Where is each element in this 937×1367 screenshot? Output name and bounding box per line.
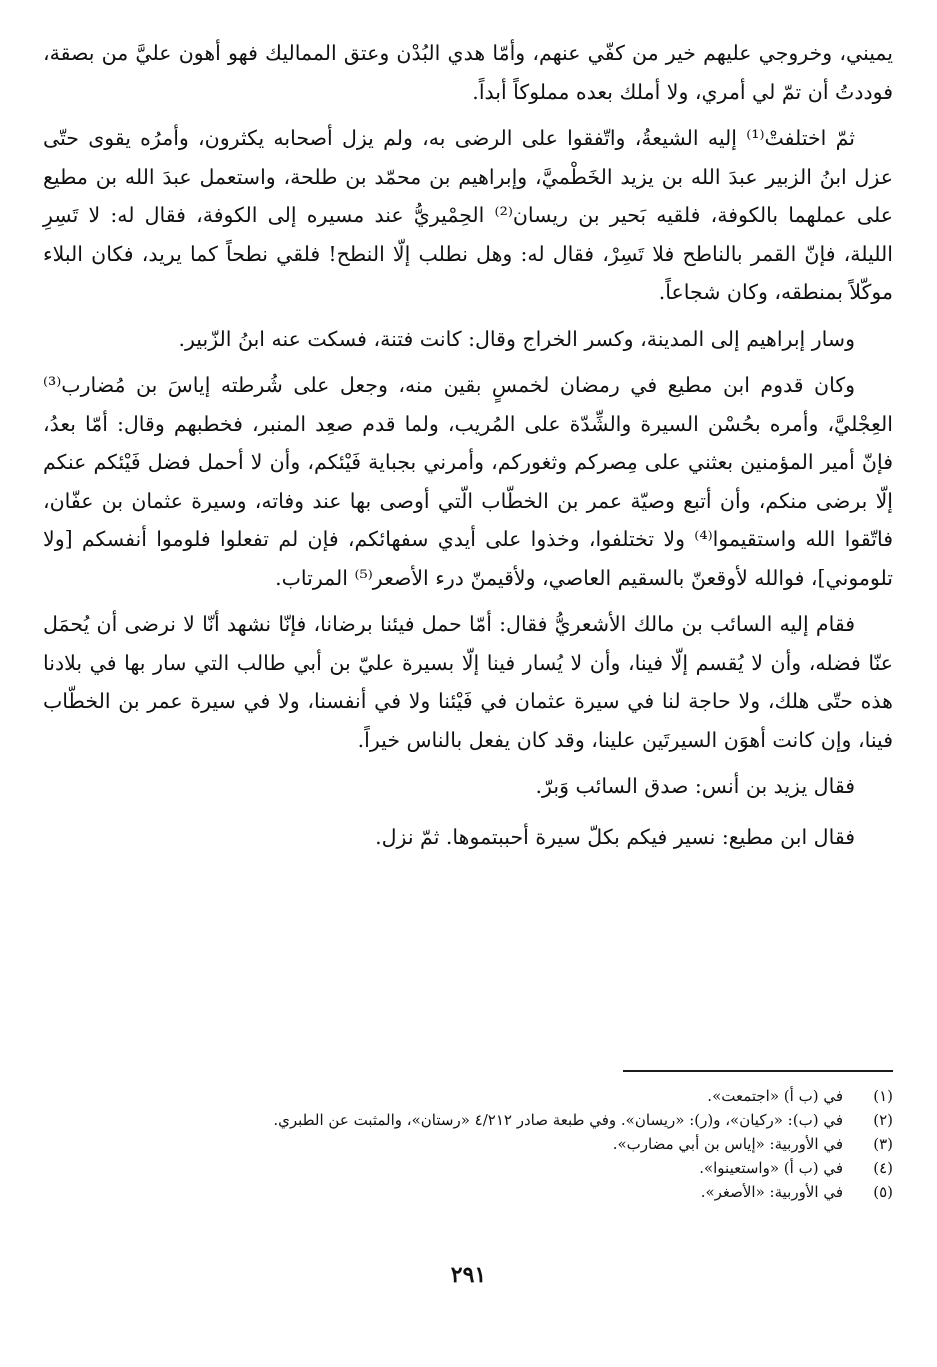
footnote-2 (33, 1108, 893, 1132)
footnote-3 (33, 1132, 893, 1156)
page-number: ٢٩١ (450, 1262, 487, 1288)
footnote-5 (33, 1180, 893, 1204)
footnote-text: في (ب): «ركيان»، و(ر): «ريسان». وفي طبعة صادر ٤/٢١٢ «رستان»، والمثبت عن الطبري. (273, 1111, 843, 1129)
paragraph-5: فقام إليه السائب بن مالك الأشعريُّ فقال: أمّا حمل فيئنا برضانا، فإنّا نشهد أنّا لا نرضى أن يُحمَل عنّا فضله، وأن لا يُقسم إلّا فينا، وأن لا يُسار فينا إلّا بسيرة عليّ بن أبي طالب التي سار بها في بلادنا هذه حتّى هلك، ولا حاجة لنا في سيرة عثمان في فَيْئنا ولا في أنفسنا، ولا في سيرة عمر بن الخطّاب فينا، وإن كانت أهوَن السيرتَين علينا، وقد كان يفعل بالناس خيراً. (43, 612, 893, 752)
footnote-text: في (ب أ) «واستعينوا». (699, 1159, 843, 1177)
footnote-number: (٣) (873, 1135, 893, 1153)
paragraph-4: وكان قدوم ابن مطيع في رمضان لخمسٍ بقين منه، وجعل على شُرطته إياسَ بن مُضارب⁽³⁾ العِجْليَّ، وأمره بحُسْن السيرة والشِّدّة على المُريب، ولما قدم صعِد المنبر، فخطبهم وقال: أمّا بعدُ، فإنّ أمير المؤمنين بعثني على مِصركم وثغوركم، وأمرني بجباية فَيْئكم، وأن لا أحمل فضل فَيْئكم عنكم إلّا برضى منكم، وأن أتبع وصيّة عمر بن الخطّاب الّتي أوصى بها عند وفاته، وسيرة عثمان بن عفّان، فاتّقوا الله واستقيموا⁽⁴⁾ ولا تختلفوا، وخذوا على أيدي سفهائكم، فإن لم تفعلوا فلوموا أنفسكم [ولا تلوموني]، فوالله لأوقعنّ بالسقيم العاصي، ولأقيمنّ درء الأصعر⁽⁵⁾ المرتاب. (43, 373, 893, 590)
footnote-1 (33, 1084, 893, 1108)
footnote-text: في الأوربية: «إياس بن أبي مضارب». (612, 1135, 843, 1153)
footnote-number: (٥) (873, 1183, 893, 1201)
footnote-text: في (ب أ) «اجتمعت». (707, 1087, 843, 1105)
footnote-text: في الأوربية: «الأصغر». (700, 1183, 843, 1201)
footnote-separator (623, 1070, 893, 1072)
paragraph-7: فقال ابن مطيع: نسير فيكم بكلّ سيرة أحببتموها. ثمّ نزل. (375, 824, 855, 849)
paragraph-6: فقال يزيد بن أنس: صدق السائب وَبرّ. (535, 774, 855, 798)
paragraph-3: وسار إبراهيم إلى المدينة، وكسر الخراج وقال: كانت فتنة، فسكت عنه ابنُ الزّبير. (178, 326, 855, 351)
footnotes-list (33, 1084, 893, 1204)
footnote-number: (١) (873, 1087, 893, 1105)
main-text (43, 34, 893, 868)
footnote-number: (٢) (873, 1111, 893, 1129)
paragraph-2: ثمّ اختلفتْ⁽¹⁾ إليه الشيعةُ، واتّفقوا على الرضى به، ولم يزل أصحابه يكثرون، وأمرُه يقوى حتّى عزل ابنُ الزبير عبدَ الله بن يزيد الخَطْميَّ، وإبراهيم بن محمّد بن طلحة، واستعمل عبدَ الله بن مطيع على عملهما بالكوفة، فلقيه بَحير بن ريسان⁽²⁾ الحِمْيريُّ عند مسيره إلى الكوفة، فقال له: لا تَسِرِ الليلة، فإنّ القمر بالناطح فلا تَسِرْ، فقال له: وهل نطلب إلّا النطح! فلقي نطحاً كما يريد، فكان البلاء موكّلاً بمنطقه، وكان شجاعاً. (43, 126, 893, 304)
paragraph-1: يميني، وخروجي عليهم خير من كفّي عنهم، وأمّا هدي البُدْن وعتق المماليك فهو أهون عليَّ من بصقة، فوددتُ أن تمّ لي أمري، ولا أملك بعده مملوكاً أبداً. (43, 41, 893, 104)
footnote-number: (٤) (873, 1159, 893, 1177)
footnote-4 (33, 1156, 893, 1180)
